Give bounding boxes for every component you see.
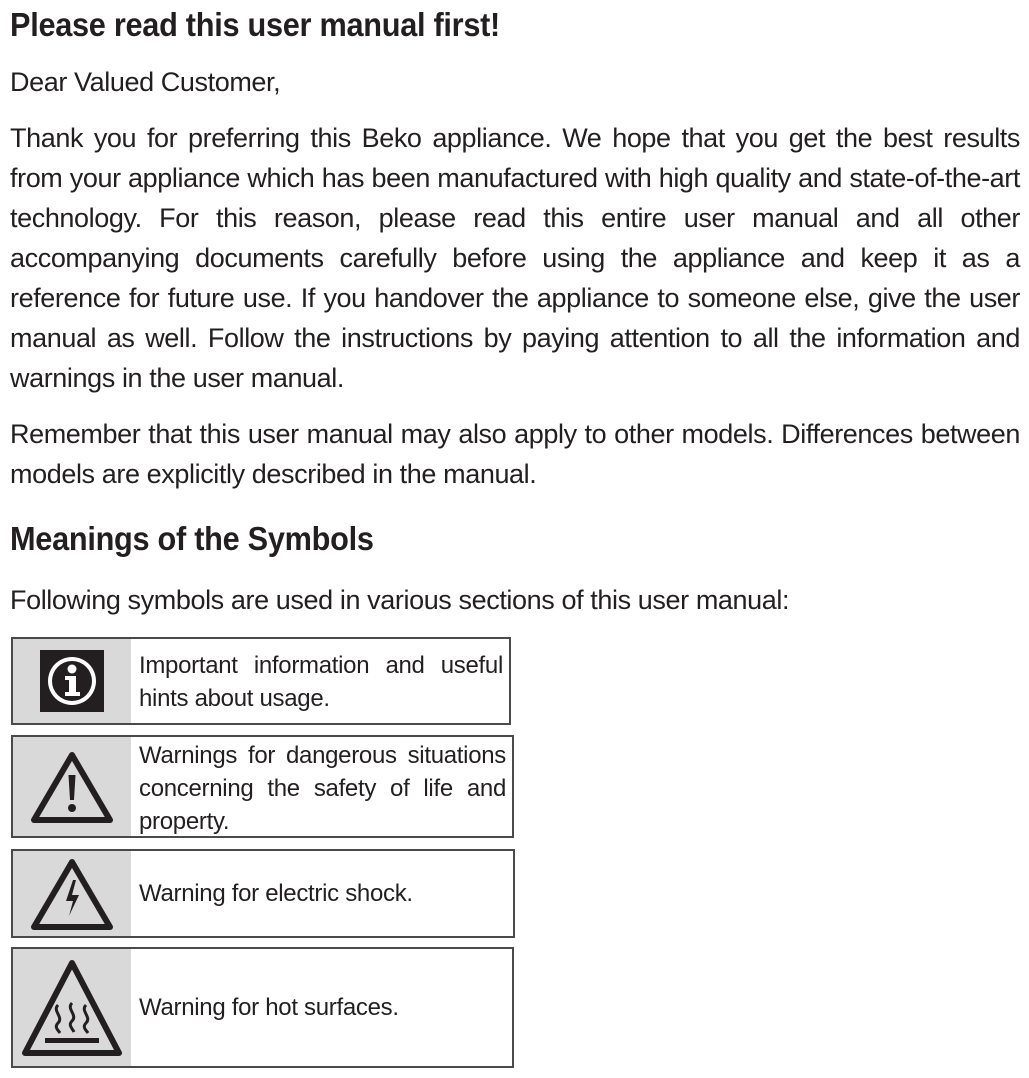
symbol-description: Warnings for dangerous situations concerning the safety of life and property. bbox=[139, 742, 506, 835]
info-icon bbox=[40, 650, 104, 712]
symbols-intro: Following symbols are used in various sections of this user manual: bbox=[10, 585, 790, 615]
symbol-cell bbox=[13, 851, 131, 936]
symbol-description: Important information and useful hints about usage. bbox=[139, 652, 503, 712]
symbol-cell bbox=[13, 949, 131, 1066]
symbol-description: Warning for hot surfaces. bbox=[139, 994, 399, 1021]
symbol-row-hot-surface bbox=[11, 947, 514, 1068]
hot-surface-icon bbox=[19, 957, 125, 1059]
page-title: Please read this user manual first! bbox=[10, 6, 501, 43]
section-heading-symbols: Meanings of the Symbols bbox=[10, 520, 374, 557]
warning-triangle-icon bbox=[29, 749, 115, 825]
models-note-paragraph: Remember that this user manual may also apply to other models. Differences between models are explicitly described in the manual. bbox=[10, 419, 1020, 489]
symbol-cell bbox=[13, 737, 131, 836]
symbol-description: Warning for electric shock. bbox=[139, 880, 413, 907]
electric-shock-icon bbox=[29, 856, 115, 932]
intro-paragraph: Thank you for preferring this Beko appliance. We hope that you get the best results from your appliance which has been manufactured with high quality and state-of-the-art technology. For this reason, please read this entire user manual and all other accompanying documents carefully before using the appliance and keep it as a reference for future use. If you handover the appliance to someone else, give the user manual as well. Follow the instructions by paying attention to all the information and warnings in the user manual. bbox=[10, 123, 1020, 393]
symbol-cell bbox=[13, 639, 131, 723]
greeting: Dear Valued Customer, bbox=[10, 67, 281, 97]
symbol-row-electric bbox=[11, 849, 515, 938]
symbol-row-warning bbox=[11, 735, 514, 838]
symbol-row-info bbox=[11, 637, 511, 725]
